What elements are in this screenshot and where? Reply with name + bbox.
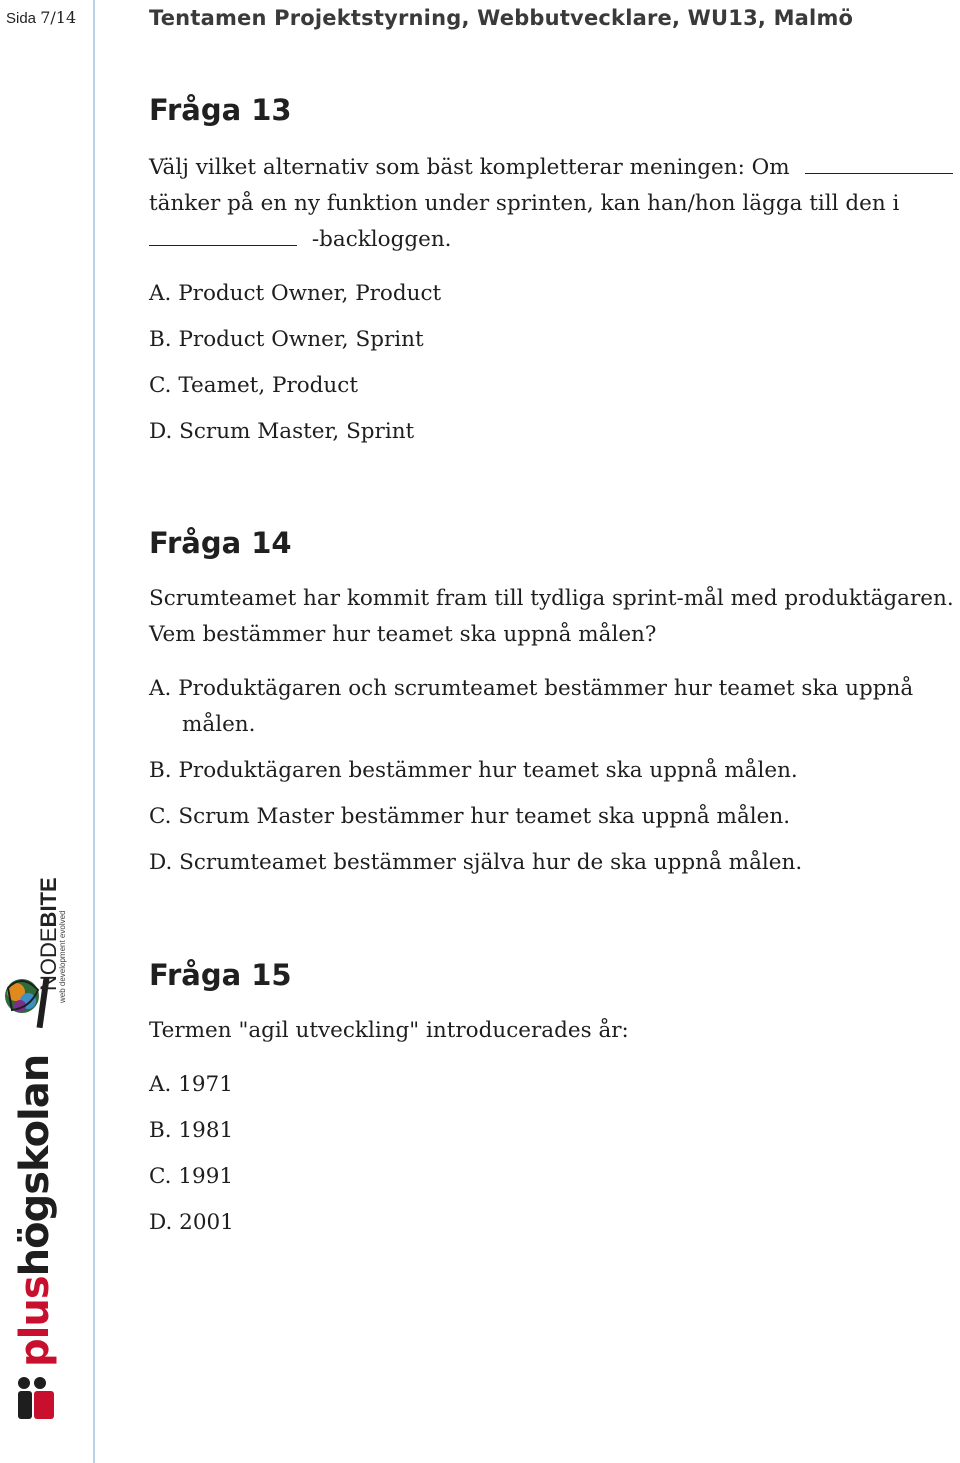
answer-options [149,276,954,450]
nodebite-wordmark-light: NODE [36,927,61,991]
nodebite-tagline: web development evolved [58,910,67,1003]
page-number-value: 7/14 [40,8,77,27]
option-d: D. Scrum Master, Sprint [149,419,415,444]
option-c: C. Teamet, Product [149,373,358,398]
option-d: D. 2001 [149,1210,234,1235]
answer-blank [149,223,297,246]
nodebite-wordmark-bold: BITE [36,877,61,928]
margin-rule [93,0,95,1463]
plushogskolan-wordmark-rest: högskolan [12,1054,58,1277]
option-b: B. Product Owner, Sprint [149,327,424,352]
option-a: A. Product Owner, Product [149,281,442,306]
question-title: Fråga 15 [149,958,292,992]
plushogskolan-emblem-icon [14,1375,60,1423]
question-13 [149,92,954,460]
question-text-line: Termen "agil utveckling" introducerades år: [149,1018,629,1043]
page-number [6,8,76,27]
question-text: Välj vilket alternativ som bäst kompletterar meningen: Om [149,155,790,180]
page-label-text: Sida [6,10,37,27]
option-b: B. Produktägaren bestämmer hur teamet ska uppnå målen. [149,758,798,783]
answer-blank [805,151,953,174]
option-d: D. Scrumteamet bestämmer själva hur de ska uppnå målen. [149,850,803,875]
option-c: C. Scrum Master bestämmer hur teamet ska uppnå målen. [149,804,791,829]
question-text-line [149,150,954,186]
question-text-line: tänker på en ny funktion under sprinten, kan han/hon lägga till den i [149,191,900,216]
question-title: Fråga 13 [149,93,292,127]
option-a: A. Produktägaren och scrumteamet bestämmer hur teamet ska uppnå målen. [149,676,914,737]
question-15 [149,957,954,1251]
question-title: Fråga 14 [149,526,292,560]
option-c: C. 1991 [149,1164,234,1189]
document-header: Tentamen Projektstyrning, Webbutvecklare, WU13, Malmö [149,6,854,30]
answer-options [149,671,954,881]
question-text-line: Vem bestämmer hur teamet ska uppnå målen? [149,622,657,647]
question-text: -backloggen. [311,227,452,252]
plushogskolan-logo [10,1054,60,1425]
plushogskolan-wordmark-plus: plus [12,1276,58,1367]
nodebite-logo [0,868,80,1033]
plushogskolan-wordmark [12,1055,58,1367]
question-text-line: Scrumteamet har kommit fram till tydliga sprint-mål med produktägaren. [149,586,954,611]
question-text-line [149,222,954,258]
option-b: B. 1981 [149,1118,234,1143]
question-14 [149,525,954,891]
answer-options [149,1067,954,1241]
option-a: A. 1971 [149,1072,233,1097]
